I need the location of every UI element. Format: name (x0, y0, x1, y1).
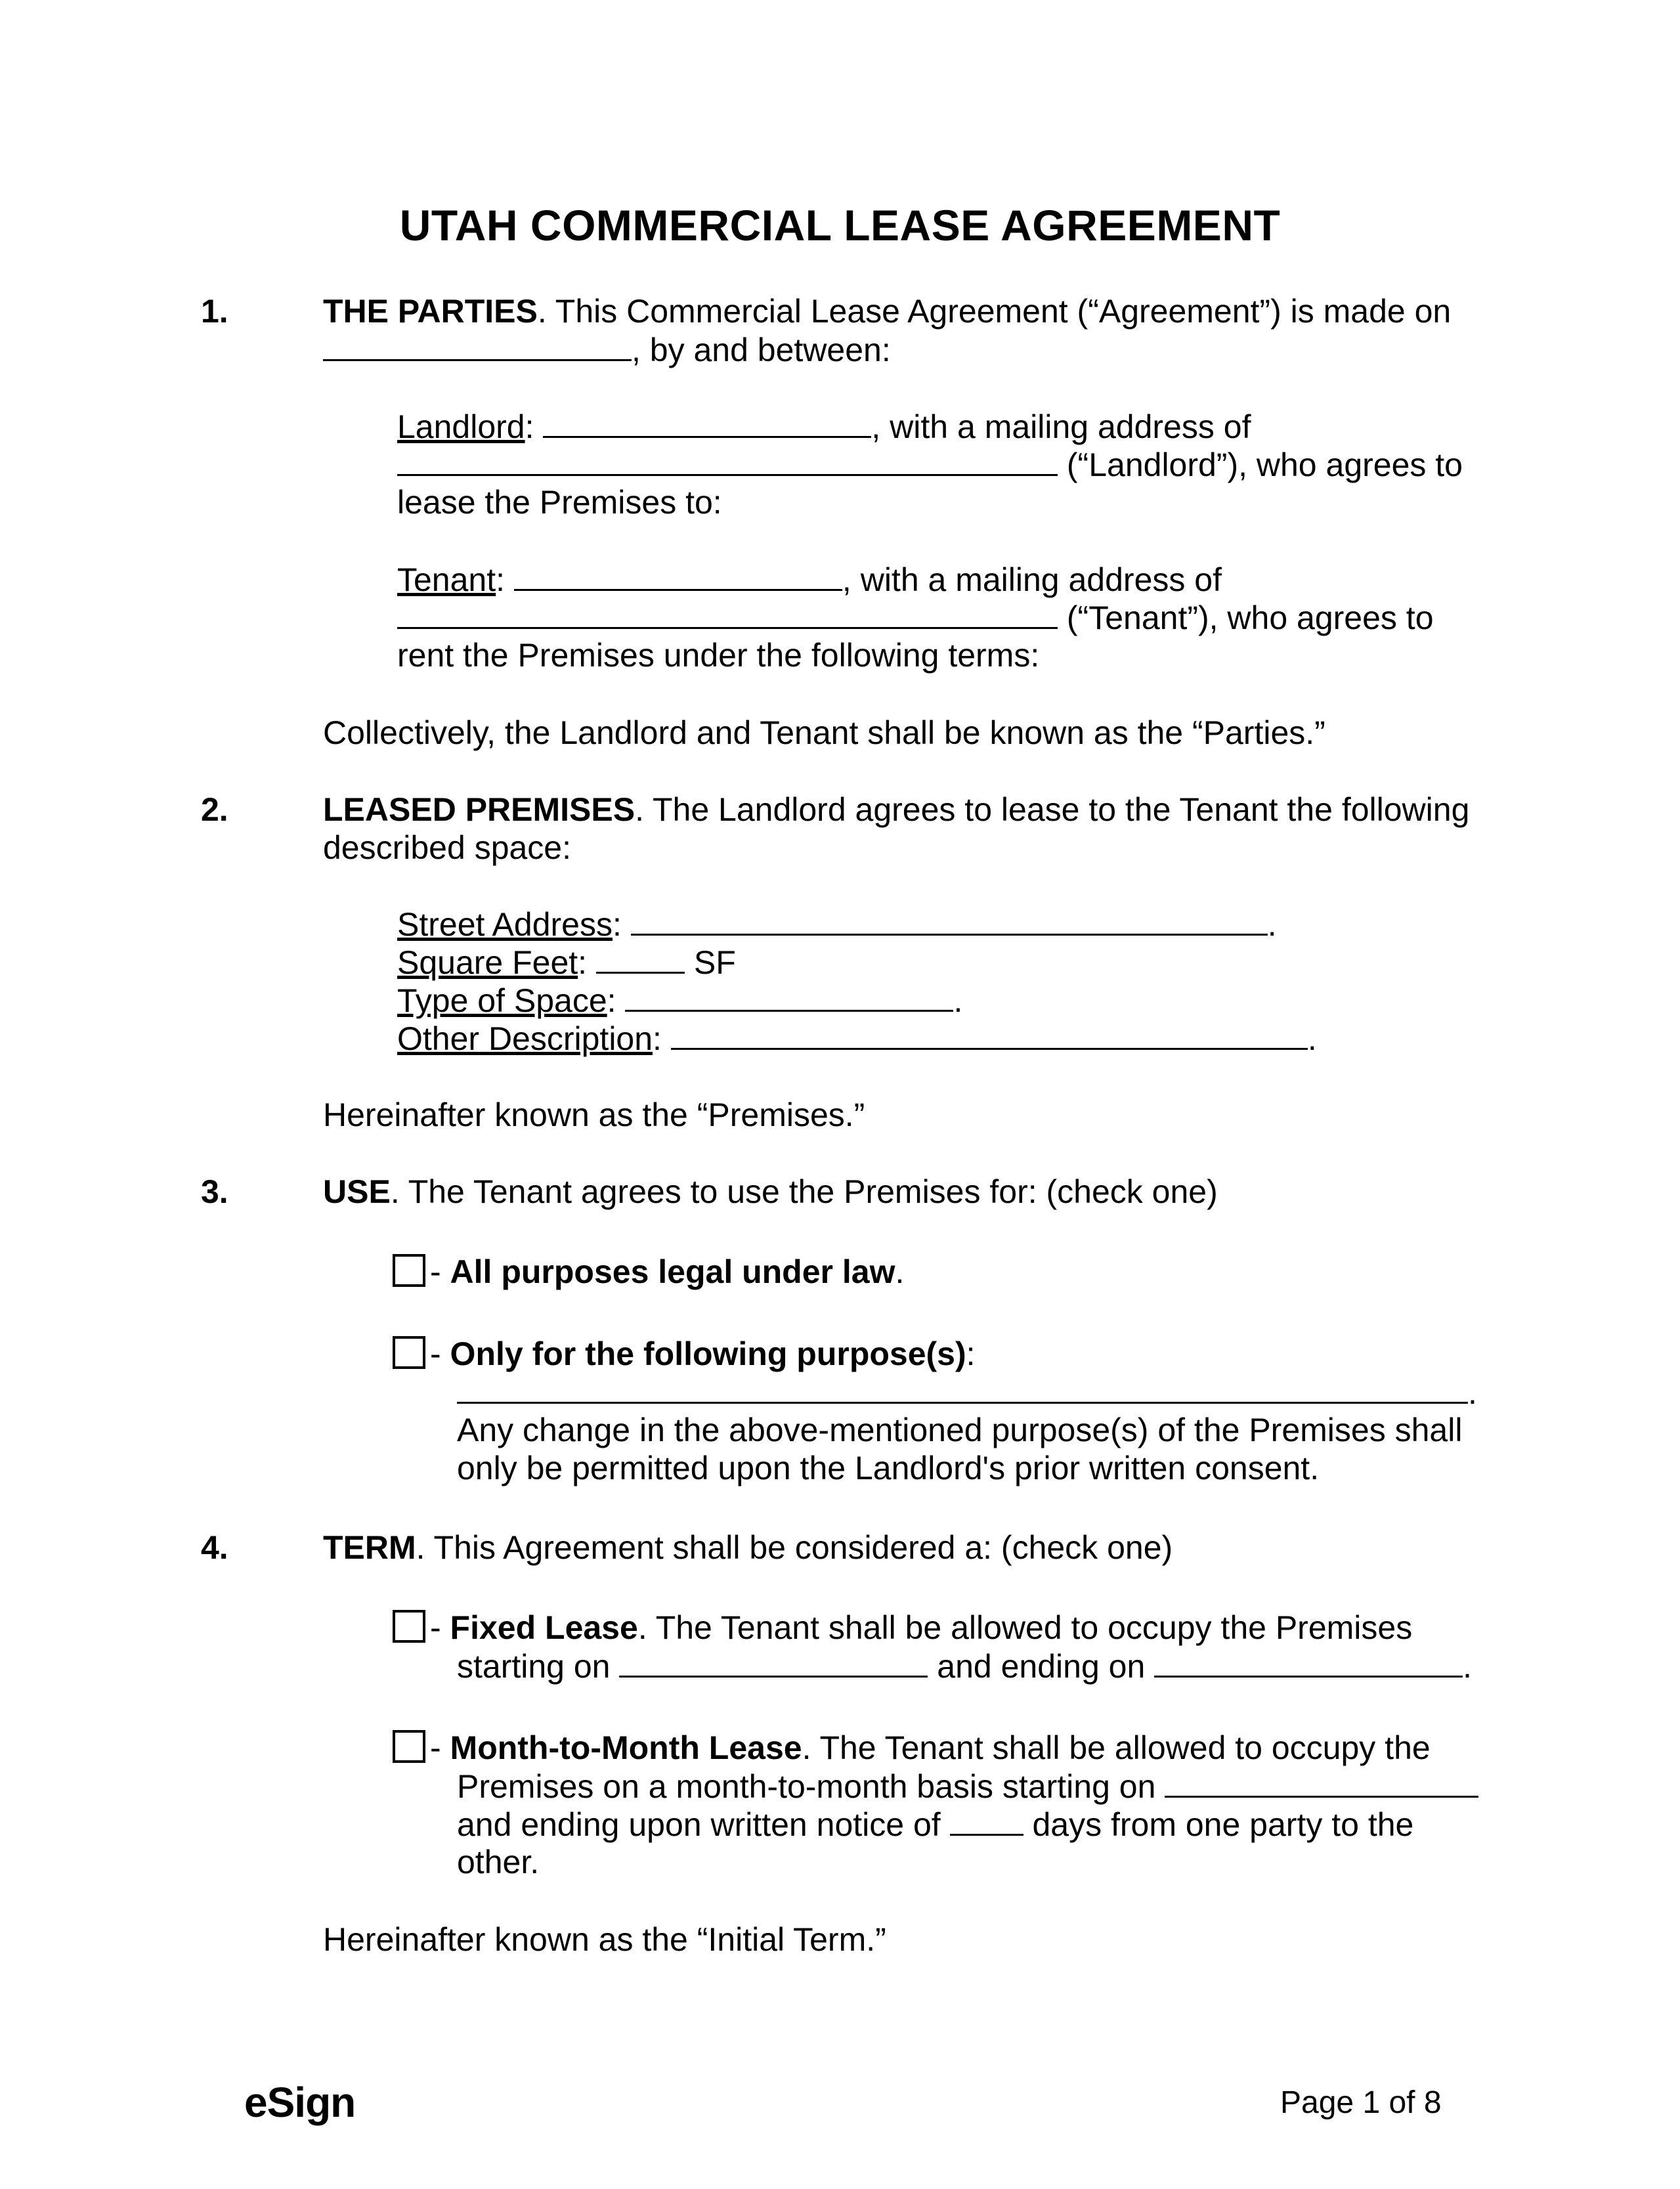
purpose-change-line-2: only be permitted upon the Landlord's prior written consent. (457, 1450, 1320, 1486)
use-all-purposes-option: - All purposes legal under law. (430, 1253, 905, 1290)
other-description-blank[interactable] (671, 1019, 1308, 1050)
month-to-month-line-3: and ending upon written notice of days from one party to the (457, 1806, 1414, 1843)
other-description-line: Other Description: . (397, 1020, 1317, 1057)
landlord-name-blank[interactable] (543, 407, 871, 438)
use-specific-purpose-option: - Only for the following purpose(s): (430, 1335, 976, 1372)
landlord-address-line: (“Landlord”), who agrees to (397, 445, 1463, 484)
fixed-lease-start-blank[interactable] (619, 1647, 928, 1678)
notice-days-blank[interactable] (950, 1805, 1023, 1836)
section-1-date-line: , by and between: (323, 330, 891, 369)
type-of-space-blank[interactable] (625, 981, 953, 1012)
page-number: Page 1 of 8 (1280, 2085, 1442, 2120)
tenant-label: Tenant (397, 561, 496, 598)
document-title: UTAH COMMERCIAL LEASE AGREEMENT (399, 201, 1281, 249)
landlord-address-blank[interactable] (397, 445, 1058, 476)
tenant-line: Tenant: , with a mailing address of (397, 561, 1222, 598)
landlord-line: Landlord: , with a mailing address of (397, 408, 1251, 445)
section-2-intro: LEASED PREMISES. The Landlord agrees to lease to the Tenant the following (323, 791, 1470, 828)
street-address-blank[interactable] (631, 905, 1268, 936)
month-to-month-line-2: Premises on a month-to-month basis starting on (457, 1767, 1478, 1806)
specific-purpose-blank[interactable] (457, 1373, 1468, 1404)
use-specific-purpose-checkbox[interactable] (393, 1336, 425, 1369)
fixed-lease-end-blank[interactable] (1154, 1647, 1463, 1678)
tenant-address-blank[interactable] (397, 598, 1058, 629)
month-to-month-checkbox[interactable] (393, 1730, 425, 1763)
section-4-intro: TERM. This Agreement shall be considered a: (check one) (323, 1529, 1173, 1566)
purpose-change-line-1: Any change in the above-mentioned purpose(s) of the Premises shall (457, 1412, 1463, 1448)
parties-collective: Collectively, the Landlord and Tenant shall be known as the “Parties.” (323, 714, 1325, 751)
section-1-intro: THE PARTIES. This Commercial Lease Agreement (“Agreement”) is made on (323, 293, 1452, 330)
section-3-intro: USE. The Tenant agrees to use the Premises for: (check one) (323, 1173, 1218, 1210)
fixed-lease-dates-line: starting on and ending on . (457, 1648, 1473, 1685)
section-1-number: 1. (201, 293, 228, 330)
specific-purpose-line: . (457, 1373, 1477, 1412)
agreement-date-blank[interactable] (323, 330, 632, 361)
type-of-space-line: Type of Space: . (397, 982, 963, 1019)
section-3-number: 3. (201, 1173, 228, 1210)
section-1-heading: THE PARTIES (323, 293, 538, 330)
landlord-label: Landlord (397, 408, 525, 445)
section-4-heading: TERM (323, 1529, 416, 1566)
month-to-month-label: Month-to-Month Lease (450, 1729, 802, 1766)
section-2-number: 2. (201, 791, 228, 828)
section-4-number: 4. (201, 1529, 228, 1566)
use-all-purposes-checkbox[interactable] (393, 1254, 425, 1287)
tenant-address-line: (“Tenant”), who agrees to (397, 598, 1434, 637)
month-to-month-line-4: other. (457, 1844, 540, 1880)
month-to-month-start-blank[interactable] (1165, 1767, 1478, 1798)
section-2-heading: LEASED PREMISES (323, 791, 635, 828)
other-description-label: Other Description (397, 1020, 653, 1057)
type-of-space-label: Type of Space (397, 982, 607, 1019)
tenant-name-blank[interactable] (514, 560, 842, 591)
fixed-lease-label: Fixed Lease (450, 1609, 638, 1646)
section-3-heading: USE (323, 1173, 391, 1210)
fixed-lease-checkbox[interactable] (393, 1610, 425, 1643)
month-to-month-option: - Month-to-Month Lease. The Tenant shall be allowed to occupy the (430, 1729, 1431, 1766)
section-2-line2: described space: (323, 829, 572, 866)
square-feet-line: Square Feet: SF (397, 944, 736, 981)
fixed-lease-option: - Fixed Lease. The Tenant shall be allowed to occupy the Premises (430, 1609, 1413, 1646)
square-feet-blank[interactable] (596, 943, 685, 974)
square-feet-label: Square Feet (397, 944, 578, 981)
street-address-label: Street Address (397, 906, 613, 943)
initial-term-hereinafter: Hereinafter known as the “Initial Term.” (323, 1921, 886, 1958)
landlord-end-line: lease the Premises to: (397, 484, 722, 521)
street-address-line: Street Address: . (397, 906, 1277, 943)
premises-hereinafter: Hereinafter known as the “Premises.” (323, 1096, 865, 1133)
esign-logo: eSign (244, 2079, 356, 2126)
tenant-end-line: rent the Premises under the following terms: (397, 637, 1040, 674)
